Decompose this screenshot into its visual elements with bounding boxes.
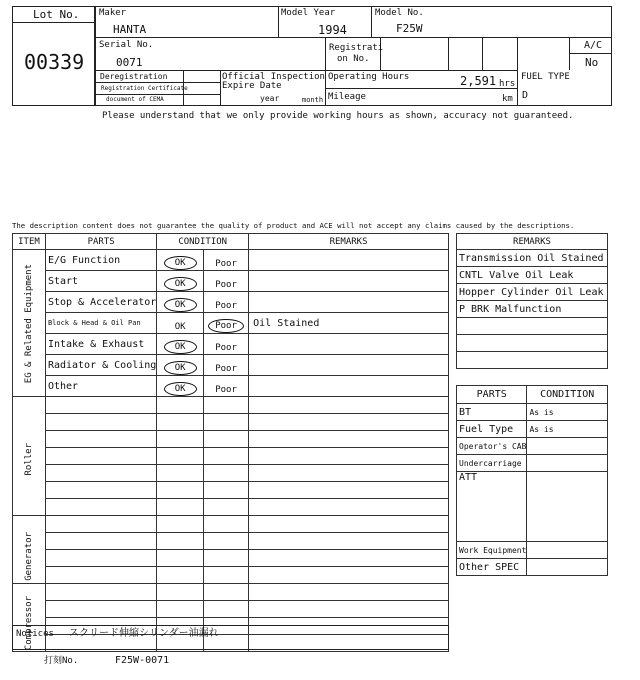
parts-name: ATT — [457, 472, 527, 542]
remark-item: Hopper Cylinder Oil Leak — [457, 284, 608, 301]
deregistration-label: Deregistration — [100, 72, 168, 81]
poor-cell — [203, 516, 248, 533]
remark-row — [457, 352, 608, 369]
remark-item — [457, 318, 608, 335]
year-label: year — [260, 94, 280, 103]
right-remarks-header-row — [457, 234, 608, 250]
table-row — [13, 584, 449, 601]
group-label-compressor: Compressor — [24, 596, 34, 651]
operating-hours-label: Operating Hours — [328, 72, 410, 82]
table-row — [13, 313, 449, 334]
km-label: km — [502, 94, 513, 104]
group-label-roller: Roller — [24, 443, 34, 476]
parts-row — [457, 455, 608, 472]
serial-label: Serial No. — [99, 40, 154, 50]
inspection-label-2: Expire Date — [222, 81, 282, 91]
poor-cell[interactable] — [203, 313, 248, 334]
parts-row — [457, 559, 608, 576]
part-cell — [45, 499, 156, 516]
table-row — [13, 567, 449, 584]
part-name: Radiator & Cooling — [45, 355, 156, 376]
mileage-label: Mileage — [328, 92, 366, 102]
notices-text: スクリード伸縮シリンダー油漏れ — [69, 628, 219, 639]
ok-cell — [157, 567, 204, 584]
remark-row — [457, 267, 608, 284]
header-line-4 — [95, 94, 220, 95]
ok-option[interactable]: OK — [164, 277, 197, 291]
inspection-table — [12, 233, 449, 652]
part-name: Stop & Accelerator — [45, 292, 156, 313]
inspection-label-1: Official Inspection — [222, 72, 325, 82]
header-vline-10 — [220, 70, 221, 106]
stamp-label: 打刻No. — [44, 656, 79, 666]
right-remarks-table — [456, 233, 608, 369]
col-header-remarks: REMARKS — [249, 234, 449, 250]
ok-cell[interactable] — [157, 313, 204, 334]
remark-cell — [249, 397, 449, 414]
parts-row — [457, 542, 608, 559]
parts-condition: As is — [527, 404, 608, 421]
poor-option[interactable]: Poor — [208, 319, 244, 333]
remark-item: CNTL Valve Oil Leak — [457, 267, 608, 284]
part-name: E/G Function — [45, 250, 156, 271]
poor-cell[interactable] — [203, 250, 248, 271]
right-condition-header: CONDITION — [527, 386, 608, 404]
poor-option[interactable]: Poor — [215, 363, 237, 374]
parts-condition — [527, 559, 608, 576]
header-line-3 — [95, 82, 220, 83]
poor-cell — [203, 584, 248, 601]
header-line-1 — [95, 37, 612, 38]
ok-cell — [157, 431, 204, 448]
ok-option[interactable]: OK — [174, 321, 186, 332]
table-row — [13, 334, 449, 355]
remark-cell — [249, 431, 449, 448]
parts-condition — [527, 542, 608, 559]
notices-box — [12, 625, 449, 650]
ok-cell — [157, 533, 204, 550]
ok-cell — [157, 516, 204, 533]
ac-label: A/C — [584, 40, 603, 51]
hours-notice: Please understand that we only provide working hours as shown, accuracy not guaranteed. — [102, 111, 574, 121]
col-header-parts: PARTS — [45, 234, 156, 250]
table-row — [13, 499, 449, 516]
registration-cert-label: Registration Certificate — [101, 85, 188, 92]
remark-cell — [249, 550, 449, 567]
group-label-generator: Generator — [24, 532, 34, 581]
maker-label: Maker — [99, 8, 127, 18]
ok-cell — [157, 414, 204, 431]
part-cell — [45, 601, 156, 618]
model-no-label: Model No. — [375, 8, 424, 18]
remark-cell — [249, 250, 449, 271]
operating-hours-value: 2,591 — [460, 74, 497, 88]
remark-cell — [249, 533, 449, 550]
parts-row — [457, 438, 608, 455]
remark-row — [457, 250, 608, 267]
remark-row — [457, 335, 608, 352]
ok-cell — [157, 499, 204, 516]
parts-name: Other SPEC — [457, 559, 527, 576]
remark-item — [457, 335, 608, 352]
poor-cell — [203, 414, 248, 431]
header-vline-4 — [380, 37, 381, 70]
remark-cell — [249, 482, 449, 499]
table-row — [13, 431, 449, 448]
header-line-2 — [95, 70, 517, 71]
parts-row — [457, 472, 608, 542]
remark-cell — [249, 499, 449, 516]
table-row — [13, 376, 449, 397]
remark-cell — [249, 292, 449, 313]
registration-label-1: Registrati — [329, 43, 384, 53]
lot-label: Lot No. — [33, 8, 80, 21]
hrs-label: hrs — [499, 79, 516, 89]
poor-cell — [203, 567, 248, 584]
parts-name: Undercarriage — [457, 455, 527, 472]
poor-cell — [203, 533, 248, 550]
ok-option[interactable]: OK — [164, 298, 197, 312]
ok-cell[interactable] — [157, 355, 204, 376]
remark-cell — [249, 334, 449, 355]
table-header-row — [13, 234, 449, 250]
cema-label: document of CEMA — [106, 96, 164, 103]
poor-cell — [203, 482, 248, 499]
part-cell — [45, 533, 156, 550]
remark-cell — [249, 567, 449, 584]
remark-row — [457, 318, 608, 335]
group-cell-roller — [13, 397, 46, 516]
poor-cell[interactable] — [203, 271, 248, 292]
right-parts-header: PARTS — [457, 386, 527, 404]
ok-cell — [157, 448, 204, 465]
ok-cell[interactable] — [157, 250, 204, 271]
part-cell — [45, 397, 156, 414]
poor-option[interactable]: Poor — [215, 300, 237, 311]
part-cell — [45, 584, 156, 601]
table-row — [13, 250, 449, 271]
month-label: month — [302, 96, 324, 104]
lot-number: 00339 — [24, 50, 85, 74]
header-vline-1 — [278, 6, 279, 37]
remark-cell — [249, 448, 449, 465]
poor-cell[interactable] — [203, 334, 248, 355]
poor-cell — [203, 465, 248, 482]
ac-value: No — [585, 56, 599, 69]
ok-cell — [157, 601, 204, 618]
table-row — [13, 482, 449, 499]
model-no-value: F25W — [396, 22, 423, 35]
remark-item: Transmission Oil Stained — [457, 250, 608, 267]
part-cell — [45, 431, 156, 448]
header-line-5 — [325, 88, 517, 89]
ok-cell[interactable] — [157, 376, 204, 397]
table-row — [13, 448, 449, 465]
eg-section — [13, 250, 449, 397]
fuel-type-value: D — [522, 90, 529, 101]
part-cell — [45, 567, 156, 584]
remark-item: P BRK Malfunction — [457, 301, 608, 318]
poor-cell — [203, 601, 248, 618]
table-row — [13, 533, 449, 550]
remark-row — [457, 301, 608, 318]
poor-cell[interactable] — [203, 355, 248, 376]
table-row — [13, 465, 449, 482]
ok-cell — [157, 584, 204, 601]
part-cell — [45, 550, 156, 567]
col-header-item: ITEM — [13, 234, 46, 250]
remark-cell — [249, 465, 449, 482]
poor-option[interactable]: Poor — [215, 384, 237, 395]
part-cell — [45, 482, 156, 499]
parts-condition: As is — [527, 421, 608, 438]
parts-condition — [527, 472, 608, 542]
remark-cell: Oil Stained — [249, 313, 449, 334]
col-header-condition: CONDITION — [157, 234, 249, 250]
header-vline-7 — [517, 37, 518, 106]
group-cell-eg — [13, 250, 46, 397]
table-row — [13, 550, 449, 567]
remark-cell — [249, 584, 449, 601]
ok-cell — [157, 465, 204, 482]
stamp-value: F25W-0071 — [115, 655, 170, 666]
poor-cell — [203, 448, 248, 465]
part-cell — [45, 465, 156, 482]
parts-condition — [527, 438, 608, 455]
table-row — [13, 292, 449, 313]
remark-row — [457, 284, 608, 301]
table-row — [13, 397, 449, 414]
right-parts-header-row — [457, 386, 608, 404]
parts-row — [457, 404, 608, 421]
remark-cell — [249, 271, 449, 292]
ok-cell[interactable] — [157, 271, 204, 292]
remark-cell — [249, 376, 449, 397]
header-vline-3 — [325, 37, 326, 106]
header-line-2b — [569, 53, 612, 54]
poor-option[interactable]: Poor — [215, 258, 237, 269]
right-remarks-header: REMARKS — [457, 234, 608, 250]
poor-cell — [203, 550, 248, 567]
ok-cell[interactable] — [157, 334, 204, 355]
parts-row — [457, 421, 608, 438]
fuel-type-label: FUEL TYPE — [521, 72, 570, 82]
ok-option[interactable]: OK — [164, 382, 197, 396]
part-name: Intake & Exhaust — [45, 334, 156, 355]
generator-section — [13, 516, 449, 584]
lot-divider — [12, 22, 95, 23]
right-parts-table — [456, 385, 608, 576]
poor-cell[interactable] — [203, 376, 248, 397]
ok-cell — [157, 550, 204, 567]
poor-cell — [203, 397, 248, 414]
maker-value: HANTA — [113, 23, 147, 36]
remark-item — [457, 352, 608, 369]
serial-value: 0071 — [116, 56, 143, 69]
header-vline-2 — [371, 6, 372, 37]
part-name: Other — [45, 376, 156, 397]
disclaimer: The description content does not guarantee the quality of product and ACE will not accept any claims caused by the descriptions. — [12, 221, 575, 230]
poor-cell[interactable] — [203, 292, 248, 313]
part-name: Block & Head & Oil Pan — [45, 313, 156, 334]
header-vline-6 — [482, 37, 483, 70]
remark-cell — [249, 601, 449, 618]
poor-option[interactable]: Poor — [215, 279, 237, 290]
table-row — [13, 516, 449, 533]
table-row — [13, 271, 449, 292]
header-vline-8 — [569, 37, 570, 70]
ok-option[interactable]: OK — [164, 340, 197, 354]
part-cell — [45, 448, 156, 465]
header-vline-5 — [448, 37, 449, 70]
ok-cell — [157, 482, 204, 499]
ok-option[interactable]: OK — [164, 361, 197, 375]
ok-cell — [157, 397, 204, 414]
remark-cell — [249, 355, 449, 376]
table-row — [13, 355, 449, 376]
group-label-eg: EG & Related Equipment — [24, 264, 34, 384]
ok-option[interactable]: OK — [164, 256, 197, 270]
parts-name: Work Equipment — [457, 542, 527, 559]
model-year-value: 1994 — [318, 23, 347, 37]
table-row — [13, 414, 449, 431]
table-row — [13, 601, 449, 618]
ok-cell[interactable] — [157, 292, 204, 313]
part-cell — [45, 516, 156, 533]
poor-cell — [203, 499, 248, 516]
parts-name: Operator's CAB — [457, 438, 527, 455]
parts-condition — [527, 455, 608, 472]
remark-cell — [249, 516, 449, 533]
group-cell-generator — [13, 516, 46, 584]
poor-cell — [203, 431, 248, 448]
parts-name: BT — [457, 404, 527, 421]
model-year-label: Model Year — [281, 8, 336, 18]
poor-option[interactable]: Poor — [215, 342, 237, 353]
part-name: Start — [45, 271, 156, 292]
parts-name: Fuel Type — [457, 421, 527, 438]
registration-label-2: on No. — [337, 54, 370, 64]
roller-section — [13, 397, 449, 516]
part-cell — [45, 414, 156, 431]
notices-label: Notices — [16, 629, 54, 639]
remark-cell — [249, 414, 449, 431]
